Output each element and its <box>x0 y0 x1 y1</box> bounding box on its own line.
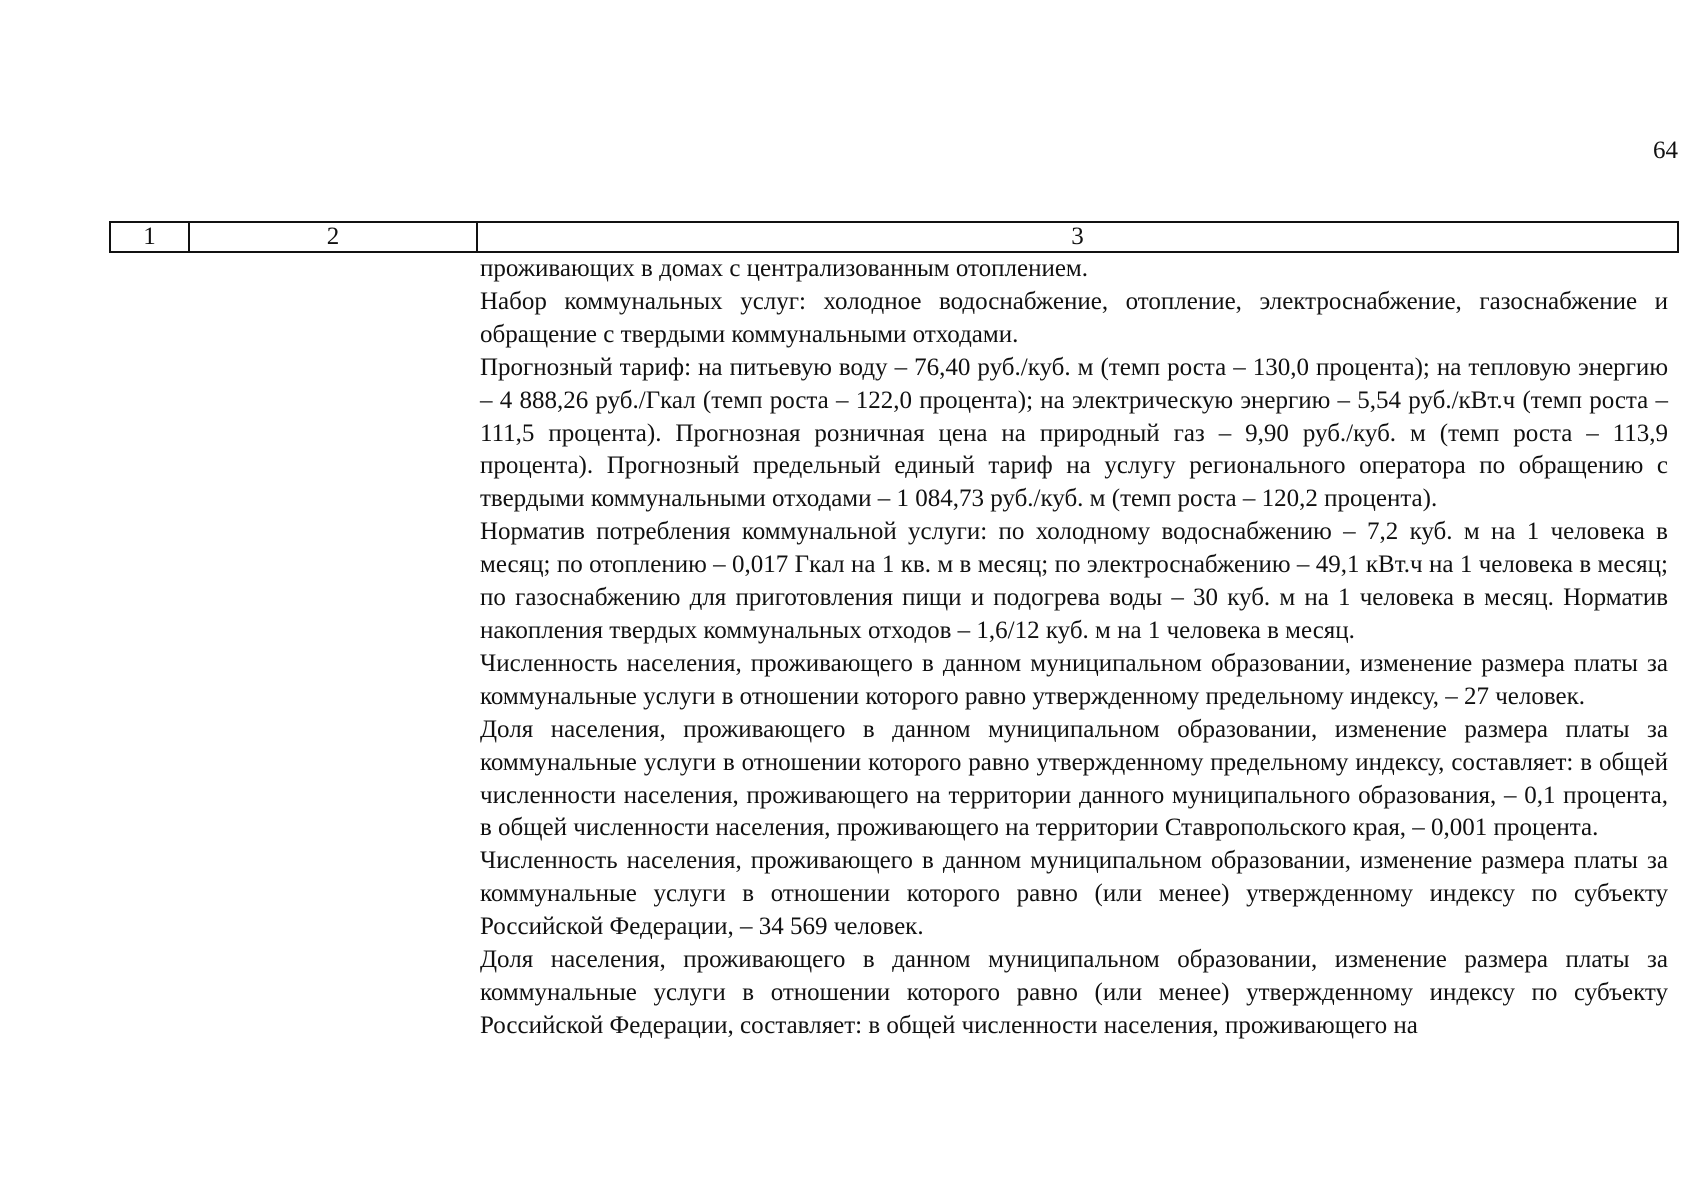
column-header-1: 1 <box>110 222 189 252</box>
paragraph-forecast-tariff: Прогнозный тариф: на питьевую воду – 76,40 руб./куб. м (темп роста – 130,0 процента); на тепловую энергию – 4 888,26 руб./Гкал (темп роста – 122,0 процента); на электрическую энергию – 5,54 руб./кВт.ч (темп роста – 111,5 процента). Прогнозная розничная цена на природный газ – 9,90 руб./куб. м (темп роста – 113,9 процента). Прогнозный предельный единый тариф на услугу регионального оператора по обращению с твердыми коммунальными отходами – 1 084,73 руб./куб. м (темп роста – 120,2 процента). <box>480 353 1668 513</box>
column-header-2: 2 <box>189 222 477 252</box>
paragraph-population-share-index: Доля населения, проживающего в данном муниципальном образовании, изменение размера платы за коммунальные услуги в отношении которого равно (или менее) утвержденному индексу по субъекту Российской Федерации, составляет: в общей численности населения, проживающего на <box>480 946 1668 1039</box>
paragraph-population-count-index: Численность населения, проживающего в данном муниципальном образовании, изменение размера платы за коммунальные услуги в отношении которого равно (или менее) утвержденному индексу по субъекту Российской Федерации, – 34 569 человек. <box>480 847 1668 941</box>
paragraph-services-set: Набор коммунальных услуг: холодное водоснабжение, отопление, электроснабжение, газоснабжение и обращение с твердыми коммунальными отходами. <box>480 287 1668 348</box>
page-number: 64 <box>1653 137 1678 164</box>
paragraph-population-share-limit: Доля населения, проживающего в данном муниципальном образовании, изменение размера платы за коммунальные услуги в отношении которого равно утвержденному предельному индексу, составляет: в общей численности населения, проживающего на территории данного муниципального образования, – 0,1 процента, в общей численности населения, проживающего на территории Ставропольского края, – 0,001 процента. <box>480 715 1668 842</box>
paragraph-continuation: проживающих в домах с централизованным отоплением. <box>480 255 1088 282</box>
document-body <box>480 253 1668 1043</box>
column-header-row <box>110 222 1678 252</box>
column-header-3: 3 <box>477 222 1678 252</box>
paragraph-population-count-limit: Численность населения, проживающего в данном муниципальном образовании, изменение размера платы за коммунальные услуги в отношении которого равно утвержденному предельному индексу, – 27 человек. <box>480 649 1668 710</box>
paragraph-consumption-norm: Норматив потребления коммунальной услуги: по холодному водоснабжению – 7,2 куб. м на 1 человека в месяц; по отоплению – 0,017 Гкал на 1 кв. м в месяц; по электроснабжению – 49,1 кВт.ч на 1 человека в месяц; по газоснабжению для приготовления пищи и подогрева воды – 30 куб. м на 1 человека в месяц. Норматив накопления твердых коммунальных отходов – 1,6/12 куб. м на 1 человека в месяц. <box>480 518 1668 644</box>
column-header-table <box>109 221 1679 253</box>
